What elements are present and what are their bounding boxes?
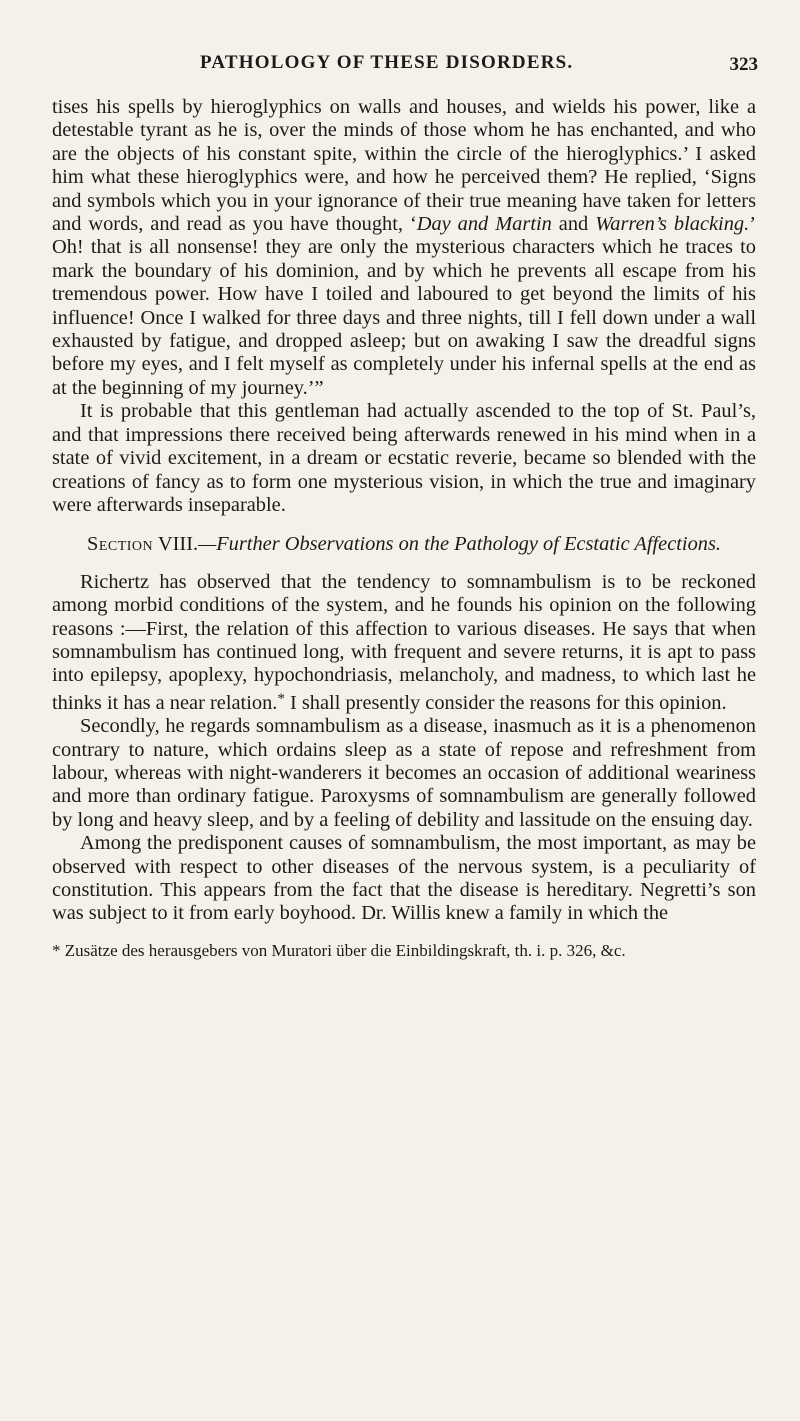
section-number: VIII.	[157, 533, 199, 556]
section-label: Section	[86, 533, 154, 556]
paragraph-1	[52, 96, 756, 400]
paragraph-5: Among the predisponent causes of somnambulism, the most important, as may be observed with respect to other diseases of the nervous system, is a peculiarity of constitution. This appears from the fact that the disease is hereditary. Negretti’s son was subject to it from early boyhood. Dr. Willis knew a family in which the	[52, 832, 756, 925]
section-heading	[52, 533, 756, 556]
paragraph-3-text-b: I shall presently consider the reasons for this opinion.	[284, 691, 727, 714]
paragraph-2: It is probable that this gentleman had actually ascended to the top of St. Paul’s, and that impressions there received being afterwards renewed in his mind when in a state of vivid excitement, in a dream or ecstatic reverie, became so blended with the creations of fancy as to form one mysterious vision, in which the true and imaginary were afterwards inseparable.	[52, 400, 756, 516]
page-body	[52, 96, 756, 961]
footnote: * Zusätze des herausgebers von Muratori über die Einbildingskraft, th. i. p. 326, &c.	[52, 940, 626, 960]
paragraph-1-italic-warrens-blacking: Warren’s blacking.	[595, 213, 750, 236]
section-title: —Further Observations on the Pathology of Ecstatic Affections.	[198, 533, 722, 556]
paragraph-3-text-a: Richertz has observed that the tendency to somnambulism is to be reckoned among morbid conditions of the system, and he founds his opinion on the following reasons :—First, the relation of this affection to various diseases. He says that when somnambulism has continued long, with frequent and severe returns, it is apt to pass into epilepsy, apoplexy, hypochondriasis, melancholy, and madness, to which last he thinks it has a near relation.	[52, 570, 756, 714]
paragraph-1-text-b: and	[551, 213, 596, 236]
paragraph-1-italic-day-and-martin: Day and Martin	[416, 213, 552, 236]
page-header	[0, 52, 800, 82]
running-title: PATHOLOGY OF THESE DISORDERS.	[200, 52, 574, 73]
page-number: 323	[729, 54, 758, 75]
paragraph-1-text-a: tises his spells by hieroglyphics on walls and houses, and wields his power, like a detestable tyrant as he is, over the minds of those whom he has enchanted, and who are the objects of his constant spite, within the circle of the hieroglyphics.’ I asked him what these hieroglyphics were, and how he perceived them? He replied, ‘Signs and symbols which you in your ignorance of their true meaning have taken for letters and words, and read as you have thought, ‘	[52, 96, 756, 236]
paragraph-3	[52, 571, 756, 715]
paragraph-1-text-c: ’ Oh! that is all nonsense! they are only the mysterious characters which he traces to mark the boundary of his dominion, and by which he prevents all escape from his tremendous power. How have I toiled and laboured to get beyond the limits of his influence! Once I walked for three days and three nights, till I fell down under a wall exhausted by fatigue, and dropped asleep; but on awaking I saw the dreadful signs before my eyes, and I felt myself as completely under his infernal spells at the end as at the beginning of my journey.’”	[52, 213, 757, 399]
footnote-reference: *	[277, 690, 285, 707]
paragraph-4: Secondly, he regards somnambulism as a disease, inasmuch as it is a phenomenon contrary to nature, which ordains sleep as a state of repose and refreshment from labour, whereas with night-wanderers it becomes an occasion of additional weariness and more than ordinary fatigue. Paroxysms of somnambulism are generally followed by long and heavy sleep, and by a feeling of debility and lassitude on the ensuing day.	[52, 715, 756, 831]
